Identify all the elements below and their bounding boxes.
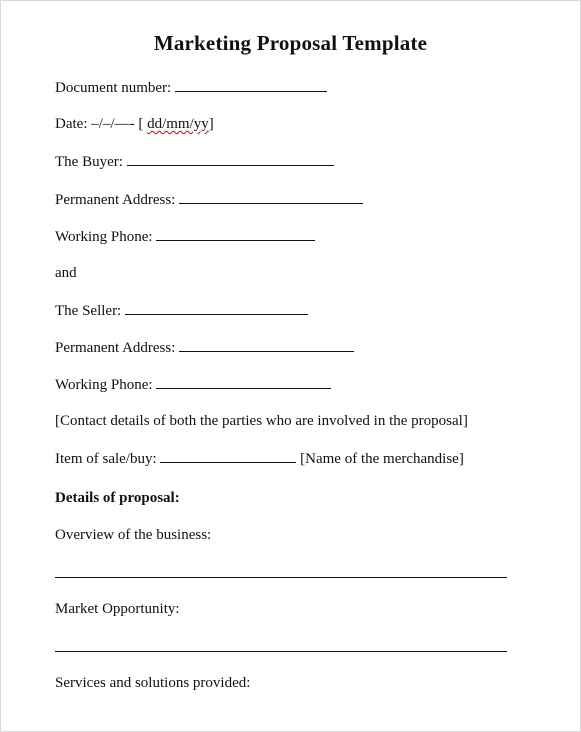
overview-label: Overview of the business: (55, 527, 212, 543)
buyer-address-blank (179, 190, 363, 204)
overview-blank (55, 577, 507, 578)
date-label: Date: –/–/—- (55, 116, 135, 132)
market-opportunity-blank (55, 651, 507, 652)
buyer-phone-label: Working Phone: (55, 229, 153, 245)
document-number-label: Document number: (55, 80, 172, 96)
services-label: Services and solutions provided: (55, 675, 251, 691)
contact-details-note: [Contact details of both the parties who are involved in the proposal] (55, 413, 468, 429)
seller-address-label: Permanent Address: (55, 340, 176, 356)
seller-phone-blank (156, 375, 331, 389)
document-title: Marketing Proposal Template (153, 31, 428, 55)
date-format-open: [ (138, 116, 148, 132)
buyer-phone-blank (156, 227, 315, 241)
item-blank (160, 449, 296, 463)
seller-field (55, 301, 308, 320)
seller-label: The Seller: (55, 303, 122, 319)
item-field (55, 449, 464, 468)
date-format-value: dd/mm/yy (147, 116, 209, 132)
details-heading: Details of proposal: (55, 490, 180, 506)
seller-phone-field (55, 375, 331, 394)
document-number-blank (175, 78, 327, 92)
buyer-phone-field (55, 227, 315, 246)
seller-blank (125, 301, 308, 315)
item-label: Item of sale/buy: (55, 451, 157, 467)
seller-phone-label: Working Phone: (55, 377, 153, 393)
item-hint: [Name of the merchandise] (300, 451, 464, 467)
buyer-blank (127, 152, 334, 166)
buyer-field (55, 152, 334, 171)
buyer-address-field (55, 190, 363, 209)
market-opportunity-label: Market Opportunity: (55, 601, 180, 617)
date-field (55, 115, 214, 133)
seller-address-blank (179, 338, 354, 352)
date-format-close: ] (208, 116, 214, 132)
document-number-field (55, 78, 327, 97)
and-text: and (55, 265, 77, 281)
seller-address-field (55, 338, 354, 357)
buyer-label: The Buyer: (55, 154, 123, 170)
buyer-address-label: Permanent Address: (55, 192, 176, 208)
